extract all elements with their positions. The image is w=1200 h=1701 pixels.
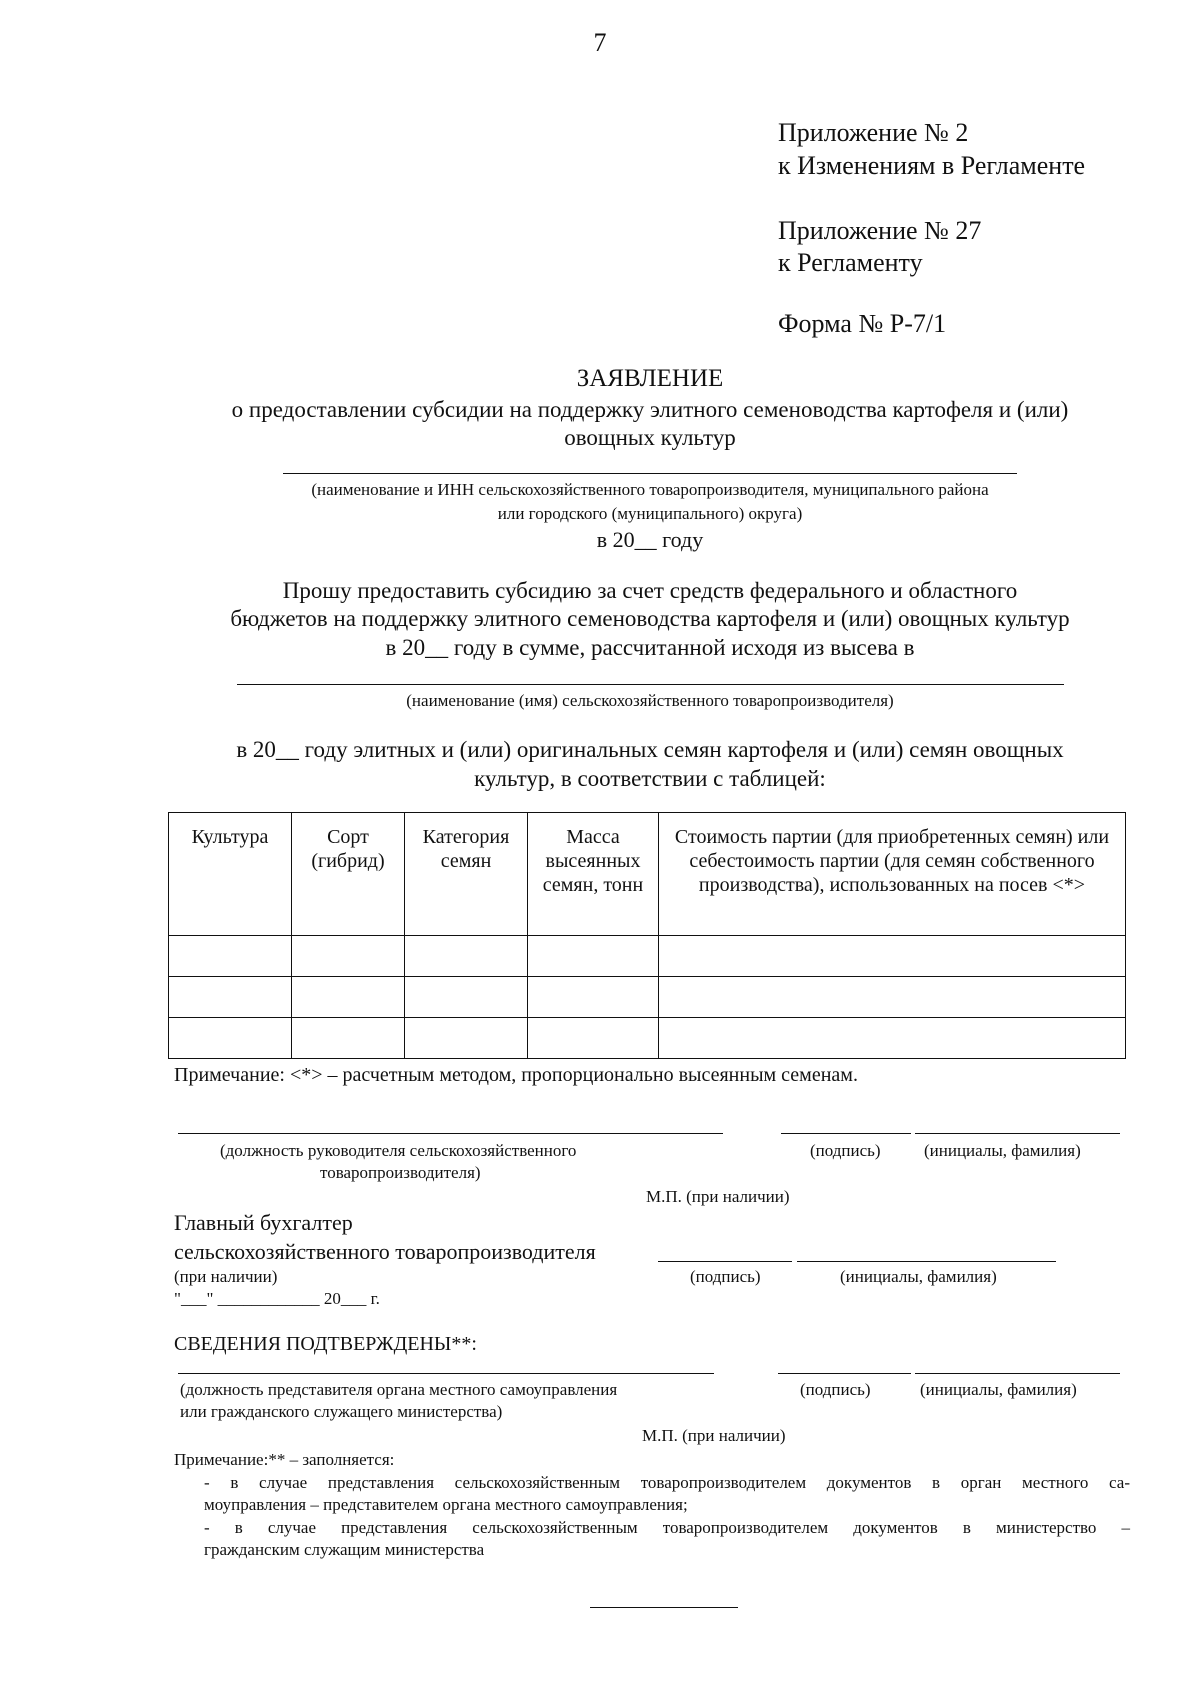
- head-signature-fill-line: [781, 1133, 911, 1134]
- head-position-fill-line: [178, 1133, 723, 1134]
- seeds-table: [168, 812, 1126, 1059]
- table-cell[interactable]: [292, 1018, 405, 1059]
- column-header-variety: Сорт (гибрид): [292, 813, 405, 936]
- footnote-item1-line1: - в случае представления сельскохозяйственным товаропроизводителем документов в орган местного са-: [204, 1473, 1130, 1492]
- table-cell[interactable]: [659, 1018, 1126, 1059]
- confirmed-heading: СВЕДЕНИЯ ПОДТВЕРЖДЕНЫ**:: [174, 1333, 477, 1355]
- footnote-item1-line2: моуправления – представителем органа местного самоуправления;: [204, 1495, 688, 1514]
- appendix-27-line2: к Регламенту: [778, 248, 923, 277]
- year-line: в 20__ году: [596, 527, 704, 552]
- accountant-date-line: "___" ____________ 20___ г.: [174, 1289, 380, 1308]
- accountant-signature-caption: (подпись): [690, 1267, 761, 1286]
- table-cell[interactable]: [659, 977, 1126, 1018]
- rep-name-fill-line: [915, 1373, 1120, 1374]
- rep-signature-fill-line: [778, 1373, 911, 1374]
- producer-caption: (наименование (имя) сельскохозяйственного товаропроизводителя): [406, 691, 894, 710]
- accountant-line1: Главный бухгалтер: [174, 1210, 353, 1235]
- footnote-item2-line1: - в случае представления сельскохозяйственным товаропроизводителем документов в министерство –: [204, 1518, 1130, 1537]
- form-number: Форма № Р-7/1: [778, 309, 947, 338]
- table-row: [169, 977, 1126, 1018]
- head-position-caption-line1: (должность руководителя сельскохозяйственного: [220, 1141, 577, 1160]
- table-cell[interactable]: [169, 977, 292, 1018]
- head-stamp: М.П. (при наличии): [646, 1187, 790, 1206]
- rep-signature-caption: (подпись): [800, 1380, 871, 1399]
- head-position-caption-line2: товаропроизводителя): [320, 1163, 481, 1182]
- table-cell[interactable]: [405, 1018, 528, 1059]
- table-cell[interactable]: [292, 936, 405, 977]
- column-header-category: Категория семян: [405, 813, 528, 936]
- table-note: Примечание: <*> – расчетным методом, пропорционально высеянным семенам.: [174, 1064, 858, 1086]
- title-line2: овощных культур: [564, 425, 736, 450]
- column-header-cost: Стоимость партии (для приобретенных семян) или себестоимость партии (для семян собственного производства), использованных на посев <*>: [659, 813, 1126, 936]
- table-cell[interactable]: [528, 977, 659, 1018]
- table-cell[interactable]: [528, 936, 659, 977]
- table-cell[interactable]: [528, 1018, 659, 1059]
- rep-position-fill-line: [178, 1373, 714, 1374]
- table-cell[interactable]: [405, 977, 528, 1018]
- seeds-text-line2: культур, в соответствии с таблицей:: [474, 766, 826, 791]
- table-cell[interactable]: [292, 977, 405, 1018]
- accountant-signature-fill-line: [658, 1261, 792, 1262]
- producer-fill-line: [237, 684, 1064, 685]
- table-row: [169, 1018, 1126, 1059]
- accountant-if-any: (при наличии): [174, 1267, 278, 1286]
- footnote-item2-line2: гражданским служащим министерства: [204, 1540, 485, 1559]
- column-header-culture: Культура: [169, 813, 292, 936]
- footnote-heading: Примечание:** – заполняется:: [174, 1450, 395, 1469]
- table-cell[interactable]: [169, 1018, 292, 1059]
- rep-position-caption-line1: (должность представителя органа местного самоуправления: [180, 1380, 618, 1399]
- request-line3: в 20__ году в сумме, рассчитанной исходя из высева в: [385, 635, 915, 660]
- rep-stamp: М.П. (при наличии): [642, 1426, 786, 1445]
- applicant-caption-line2: или городского (муниципального) округа): [497, 504, 803, 523]
- appendix-27-line1: Приложение № 27: [778, 216, 982, 245]
- page-number: 7: [593, 28, 607, 57]
- column-header-mass: Масса высеянных семян, тонн: [528, 813, 659, 936]
- closing-separator: [590, 1607, 738, 1608]
- seeds-text-line1: в 20__ году элитных и (или) оригинальных семян картофеля и (или) семян овощных: [236, 737, 1064, 762]
- title-line1: о предоставлении субсидии на поддержку элитного семеноводства картофеля и (или): [231, 397, 1069, 422]
- head-signature-caption: (подпись): [810, 1141, 881, 1160]
- accountant-name-fill-line: [797, 1261, 1056, 1262]
- document-title: ЗАЯВЛЕНИЕ: [576, 365, 724, 392]
- head-name-fill-line: [915, 1133, 1120, 1134]
- appendix-2-line1: Приложение № 2: [778, 118, 969, 147]
- request-line1: Прошу предоставить субсидию за счет средств федерального и областного: [282, 578, 1018, 603]
- table-header-row: [169, 813, 1126, 936]
- rep-position-caption-line2: или гражданского служащего министерства): [180, 1402, 503, 1421]
- table-row: [169, 936, 1126, 977]
- accountant-line2: сельскохозяйственного товаропроизводителя: [174, 1239, 596, 1264]
- table-cell[interactable]: [659, 936, 1126, 977]
- applicant-fill-line: [283, 473, 1017, 474]
- table-cell[interactable]: [169, 936, 292, 977]
- applicant-caption-line1: (наименование и ИНН сельскохозяйственного товаропроизводителя, муниципального района: [311, 480, 989, 499]
- request-line2: бюджетов на поддержку элитного семеноводства картофеля и (или) овощных культур: [230, 606, 1070, 631]
- appendix-2-line2: к Изменениям в Регламенте: [778, 151, 1086, 180]
- table-cell[interactable]: [405, 936, 528, 977]
- rep-name-caption: (инициалы, фамилия): [920, 1380, 1077, 1399]
- accountant-name-caption: (инициалы, фамилия): [840, 1267, 997, 1286]
- head-name-caption: (инициалы, фамилия): [924, 1141, 1081, 1160]
